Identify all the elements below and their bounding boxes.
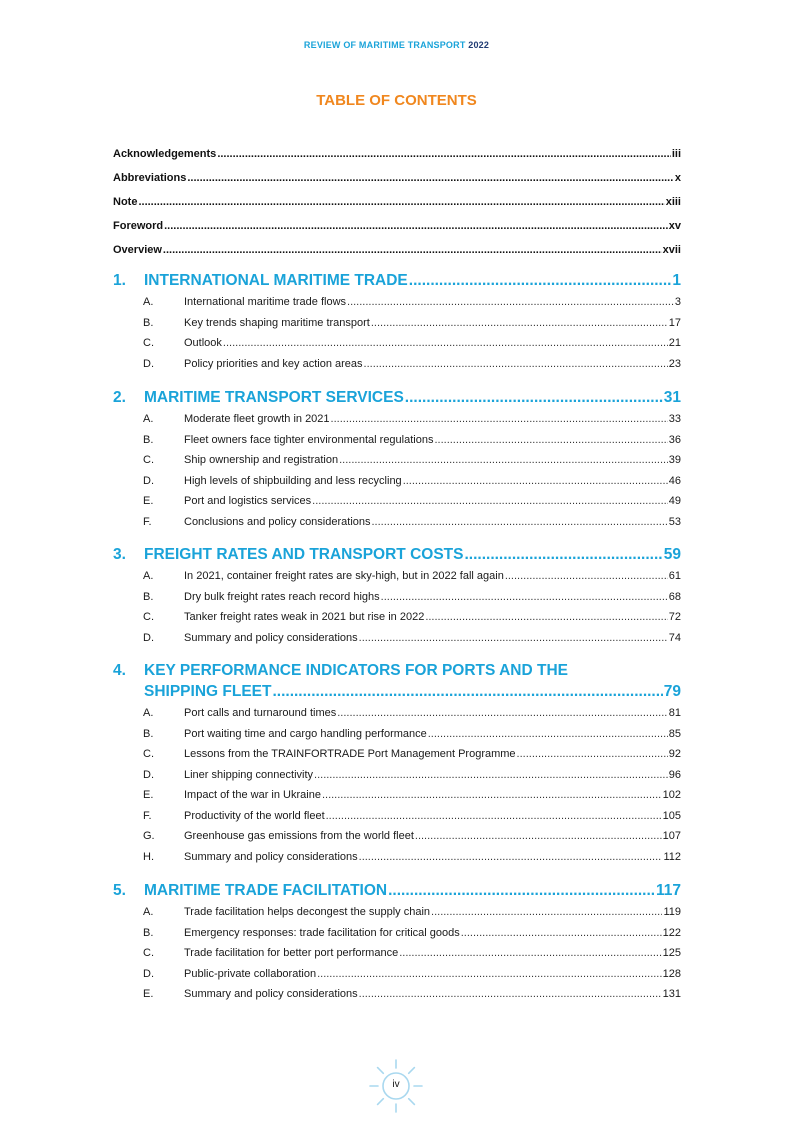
section-letter: D. [143, 631, 154, 644]
toc-section[interactable] [113, 906, 681, 927]
entry-label: Abbreviations [113, 172, 187, 184]
section-list [113, 707, 681, 871]
toc-section[interactable] [113, 296, 681, 317]
section-letter: B. [143, 727, 154, 740]
section-letter: C. [143, 337, 154, 349]
section-page: 122 [662, 926, 681, 939]
toc-entry-foreword[interactable] [113, 220, 681, 244]
chapter-heading[interactable] [113, 882, 681, 900]
leader-dots [317, 968, 662, 980]
section-title: Ship ownership and registration [184, 454, 339, 466]
leader-dots [359, 851, 663, 863]
leader-dots [371, 317, 668, 329]
section-title: Lessons from the TRAINFORTRADE Port Management Programme [184, 748, 516, 760]
section-title: Port and logistics services [184, 495, 312, 507]
section-title: Key trends shaping maritime transport [184, 316, 370, 329]
toc-section[interactable] [113, 591, 681, 612]
chapter-4 [113, 662, 681, 871]
section-letter: E. [143, 495, 154, 507]
section-letter: A. [143, 707, 154, 719]
section-letter: E. [143, 988, 154, 1000]
chapter-title: FREIGHT RATES AND TRANSPORT COSTS [144, 546, 464, 563]
section-letter: C. [143, 611, 154, 623]
leader-dots [217, 148, 671, 160]
toc-section[interactable] [113, 707, 681, 728]
section-page: 74 [668, 631, 681, 644]
section-page: 33 [668, 413, 681, 425]
section-page: 131 [662, 988, 681, 1000]
chapter-title: INTERNATIONAL MARITIME TRADE [144, 272, 408, 289]
section-title: In 2021, container freight rates are sky-high, but in 2022 fall again [184, 570, 504, 582]
chapter-page: 31 [663, 389, 681, 406]
section-title: Summary and policy considerations [184, 988, 358, 1000]
leader-dots [428, 728, 668, 740]
toc-section[interactable] [113, 475, 681, 496]
entry-page: x [674, 172, 681, 184]
section-page: 96 [668, 768, 681, 781]
toc-section[interactable] [113, 748, 681, 769]
leader-dots [326, 810, 662, 822]
entry-label: Foreword [113, 220, 164, 232]
chapter-title: MARITIME TRADE FACILITATION [144, 882, 388, 899]
entry-label: Note [113, 196, 138, 208]
section-page: 21 [668, 337, 681, 349]
section-page: 128 [662, 967, 681, 980]
leader-dots [415, 830, 662, 842]
section-page: 46 [668, 474, 681, 487]
header-year: 2022 [468, 40, 490, 50]
toc-section[interactable] [113, 611, 681, 632]
section-letter: C. [143, 947, 154, 959]
entry-page: xvii [662, 244, 681, 256]
toc-section[interactable] [113, 789, 681, 810]
section-page: 107 [662, 830, 681, 842]
chapter-page: 79 [663, 683, 681, 700]
section-title: Moderate fleet growth in 2021 [184, 413, 330, 425]
section-title: Productivity of the world fleet [184, 809, 325, 822]
leader-dots [399, 947, 661, 959]
leader-dots [517, 748, 668, 760]
section-title: Conclusions and policy considerations [184, 515, 371, 528]
toc-entry-note[interactable] [113, 196, 681, 220]
leader-dots [403, 475, 668, 487]
section-letter: C. [143, 748, 154, 760]
leader-dots [322, 789, 662, 801]
section-letter: A. [143, 296, 154, 308]
section-title: Liner shipping connectivity [184, 768, 314, 781]
section-title: Emergency responses: trade facilitation for critical goods [184, 926, 460, 939]
leader-dots [405, 389, 663, 407]
entry-page: xv [668, 220, 681, 232]
entry-page: xiii [665, 196, 681, 208]
chapter-page: 1 [672, 272, 681, 289]
chapter-heading[interactable] [113, 389, 681, 407]
section-title: Summary and policy considerations [184, 850, 358, 863]
section-list [113, 413, 681, 536]
section-page: 23 [668, 357, 681, 370]
leader-dots [223, 337, 668, 349]
section-page: 92 [668, 748, 681, 760]
leader-dots [359, 988, 662, 1000]
section-title: Trade facilitation helps decongest the supply chain [184, 906, 431, 918]
chapter-title-line2: SHIPPING FLEET [144, 683, 272, 700]
leader-dots [431, 906, 662, 918]
toc-section[interactable] [113, 988, 681, 1009]
leader-dots [331, 413, 668, 425]
chapter-page: 117 [655, 882, 681, 899]
leader-dots [388, 882, 655, 900]
section-page: 81 [668, 707, 681, 719]
toc-section[interactable] [113, 516, 681, 537]
chapter-number: 3. [113, 546, 126, 563]
toc-section[interactable] [113, 570, 681, 591]
section-title: Port waiting time and cargo handling performance [184, 727, 427, 740]
toc-section[interactable] [113, 337, 681, 358]
toc-section[interactable] [113, 769, 681, 790]
section-letter: F. [143, 809, 152, 822]
leader-dots [359, 632, 668, 644]
section-page: 49 [668, 495, 681, 507]
section-title: Trade facilitation for better port performance [184, 947, 399, 959]
toc-entry-abbreviations[interactable] [113, 172, 681, 196]
chapter-number: 1. [113, 272, 126, 289]
chapter-number: 5. [113, 882, 126, 899]
leader-dots [347, 296, 674, 308]
toc-entry-acknowledgements[interactable] [113, 148, 681, 172]
entry-label: Overview [113, 244, 162, 256]
section-letter: H. [143, 850, 154, 863]
section-title: Greenhouse gas emissions from the world fleet [184, 830, 414, 842]
leader-dots [409, 272, 672, 290]
toc-section[interactable] [113, 454, 681, 475]
chapter-heading[interactable] [113, 662, 681, 701]
section-list [113, 296, 681, 378]
section-page: 39 [668, 454, 681, 466]
header-title: REVIEW OF MARITIME TRANSPORT [303, 40, 466, 50]
section-page: 3 [674, 296, 681, 308]
chapter-title: MARITIME TRANSPORT SERVICES [144, 389, 404, 406]
leader-dots [138, 196, 664, 208]
section-page: 17 [668, 316, 681, 329]
leader-dots [339, 454, 668, 466]
section-title: Outlook [184, 337, 222, 349]
section-page: 61 [668, 570, 681, 582]
leader-dots [464, 546, 662, 564]
leader-dots [312, 495, 668, 507]
section-title: Tanker freight rates weak in 2021 but rise in 2022 [184, 611, 425, 623]
leader-dots [425, 611, 667, 623]
section-letter: G. [143, 830, 155, 842]
section-title: Port calls and turnaround times [184, 707, 337, 719]
chapter-heading[interactable] [113, 272, 681, 290]
section-page: 112 [663, 850, 681, 863]
leader-dots [372, 516, 668, 528]
chapter-3 [113, 546, 681, 652]
leader-dots [314, 769, 668, 781]
section-page: 36 [668, 433, 681, 446]
toc-section[interactable] [113, 927, 681, 948]
section-page: 68 [668, 590, 681, 603]
toc-section[interactable] [113, 632, 681, 653]
leader-dots [187, 172, 674, 184]
section-letter: B. [143, 926, 154, 939]
toc-section[interactable] [113, 968, 681, 989]
section-letter: E. [143, 789, 154, 801]
running-header [0, 40, 793, 50]
section-letter: A. [143, 413, 154, 425]
leader-dots [364, 358, 668, 370]
toc-section[interactable] [113, 851, 681, 872]
entry-label: Acknowledgements [113, 148, 217, 160]
entry-page: iii [671, 148, 681, 160]
chapter-page: 59 [663, 546, 681, 563]
toc-section[interactable] [113, 434, 681, 455]
toc-section[interactable] [113, 810, 681, 831]
chapter-number: 4. [113, 662, 126, 679]
section-letter: A. [143, 570, 154, 582]
section-letter: B. [143, 316, 154, 329]
toc-section[interactable] [113, 495, 681, 516]
section-page: 105 [662, 809, 681, 822]
section-letter: D. [143, 768, 154, 781]
chapter-2 [113, 389, 681, 536]
section-letter: D. [143, 474, 154, 487]
section-page: 85 [668, 727, 681, 740]
section-title: Impact of the war in Ukraine [184, 789, 321, 801]
section-letter: D. [143, 967, 154, 980]
section-list [113, 570, 681, 652]
section-title: Dry bulk freight rates reach record highs [184, 590, 380, 603]
section-title: Summary and policy considerations [184, 631, 358, 644]
chapter-title-line1: KEY PERFORMANCE INDICATORS FOR PORTS AND THE [144, 662, 568, 679]
section-letter: B. [143, 590, 154, 603]
section-title: Fleet owners face tighter environmental regulations [184, 433, 434, 446]
section-page: 102 [662, 789, 681, 801]
leader-dots [163, 244, 662, 256]
toc-section[interactable] [113, 947, 681, 968]
section-letter: B. [143, 433, 154, 446]
toc-section[interactable] [113, 830, 681, 851]
section-page: 53 [668, 515, 681, 528]
page-title: TABLE OF CONTENTS [316, 92, 477, 109]
page-number: iv [392, 1079, 400, 1090]
leader-dots [337, 707, 668, 719]
section-title: International maritime trade flows [184, 296, 347, 308]
front-matter-list [113, 148, 681, 268]
toc-section[interactable] [113, 358, 681, 379]
leader-dots [164, 220, 668, 232]
section-letter: C. [143, 454, 154, 466]
leader-dots [381, 591, 668, 603]
section-title: High levels of shipbuilding and less recycling [184, 474, 402, 487]
toc-entry-overview[interactable] [113, 244, 681, 268]
section-page: 125 [662, 947, 681, 959]
section-letter: A. [143, 906, 154, 918]
toc-section[interactable] [113, 317, 681, 338]
chapter-heading[interactable] [113, 546, 681, 564]
section-page: 119 [663, 906, 681, 918]
section-letter: D. [143, 357, 154, 370]
section-page: 72 [668, 611, 681, 623]
toc-section[interactable] [113, 728, 681, 749]
leader-dots [434, 434, 667, 446]
leader-dots [272, 683, 662, 701]
toc-section[interactable] [113, 413, 681, 434]
chapter-number: 2. [113, 389, 126, 406]
section-list [113, 906, 681, 1009]
section-title: Public-private collaboration [184, 967, 317, 980]
leader-dots [461, 927, 662, 939]
section-title: Policy priorities and key action areas [184, 357, 363, 370]
section-letter: F. [143, 515, 152, 528]
chapter-5 [113, 882, 681, 1009]
chapter-1 [113, 272, 681, 378]
leader-dots [505, 570, 668, 582]
